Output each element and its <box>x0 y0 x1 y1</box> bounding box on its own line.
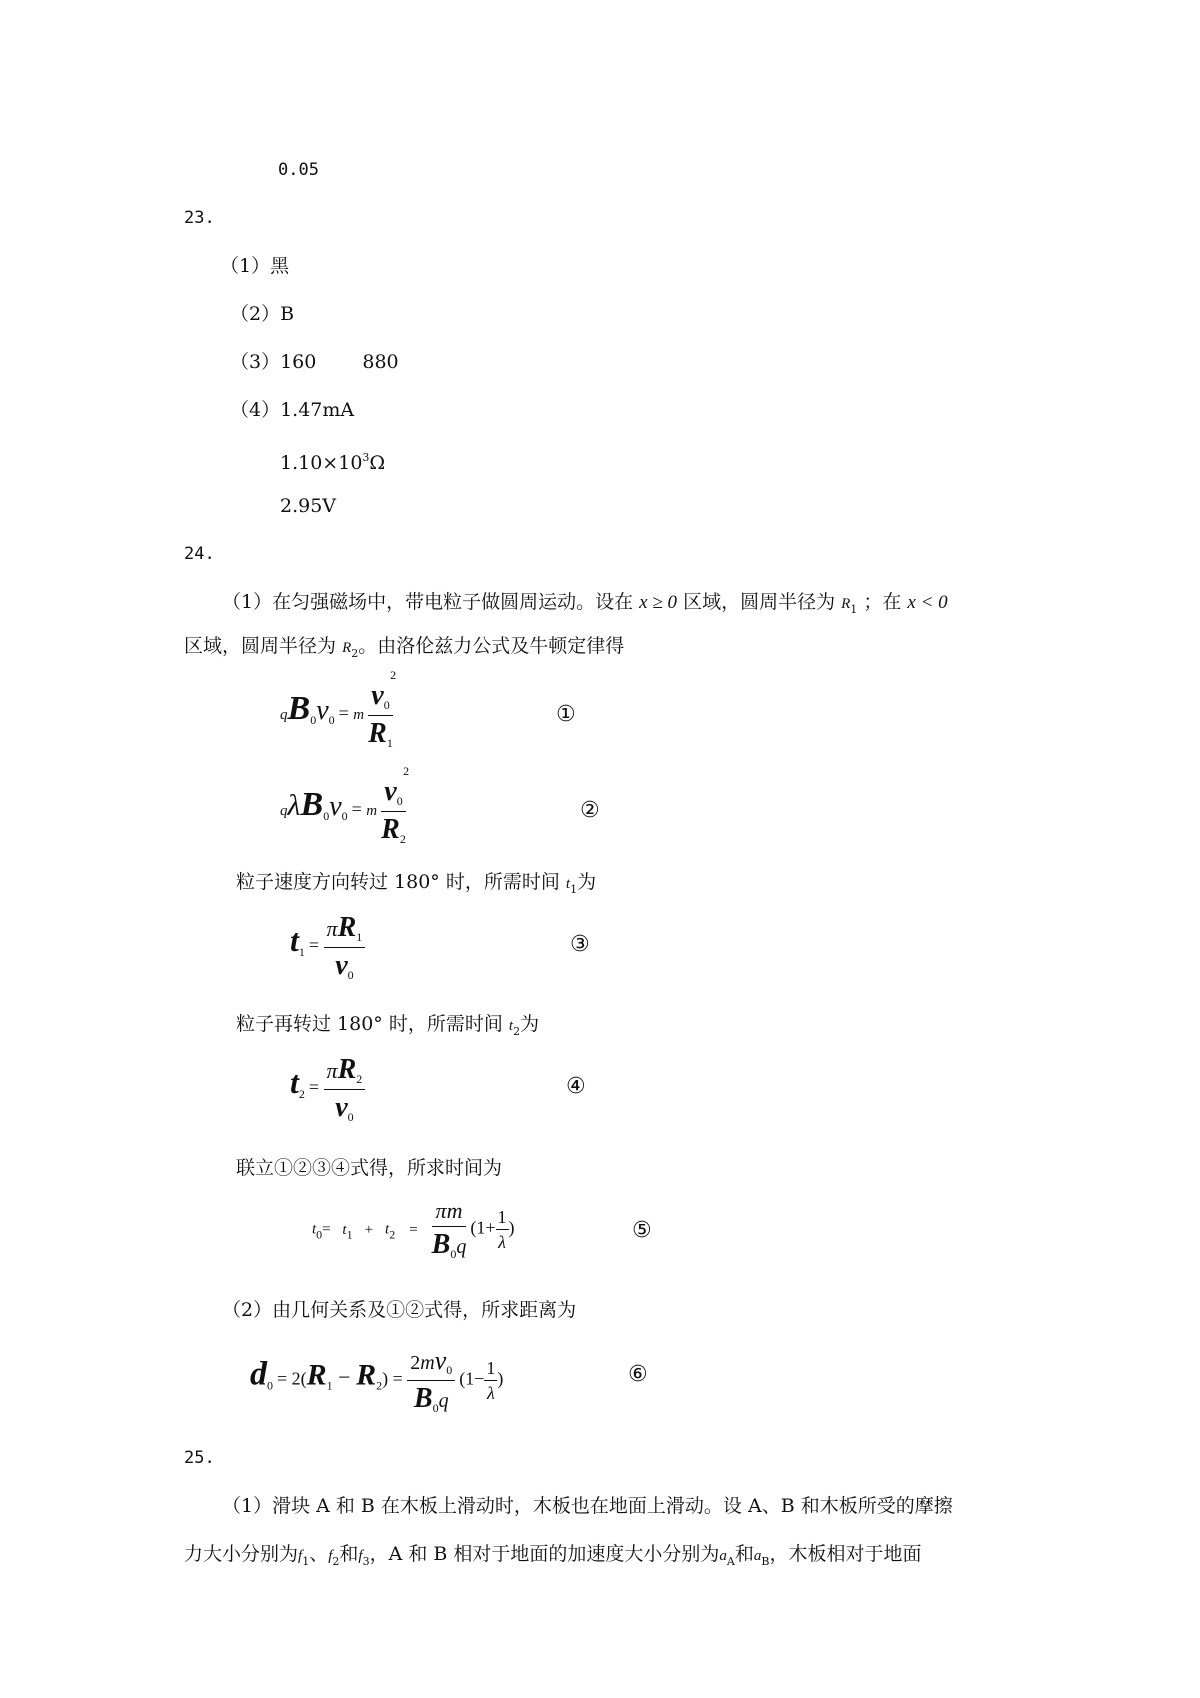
equation-3: $t_1$ = $\frac{\pi R_1}{v_0}$ <box>290 912 365 983</box>
q24-t2-sub: 2 <box>513 1024 521 1038</box>
q24-t1-var: t <box>565 876 571 892</box>
q24-cond-x-lt-0: x < 0 <box>907 592 948 613</box>
q25-f3: f <box>358 1548 363 1564</box>
q24-line1-a: （1）在匀强磁场中，带电粒子做圆周运动。设在 <box>222 591 634 613</box>
q24-line1-b: 区域，圆周半径为 <box>683 591 836 613</box>
marker-1: ① <box>556 702 576 727</box>
q23-part3-b: 880 <box>362 351 399 373</box>
q24-t2-text-a: 粒子再转过 180° 时，所需时间 <box>236 1013 503 1035</box>
q24-t2-text <box>236 1012 539 1044</box>
q24-line2 <box>184 634 624 666</box>
q23-part4-resistance <box>280 446 385 475</box>
question-number-23: 23. <box>184 208 215 228</box>
q24-t1-text <box>236 870 596 902</box>
q23-part3 <box>230 350 399 374</box>
q25-line2-c: ，木板相对于地面 <box>769 1543 922 1565</box>
equation-2: $q\lambda B_0v_0 = m$ $v_0$ 2 $R_2$ <box>280 764 410 846</box>
q25-f3-sub: 3 <box>362 1554 370 1568</box>
q23-part3-a: （3）160 <box>230 351 317 373</box>
q25-line2-a: 力大小分别为 <box>184 1543 299 1565</box>
q24-part2: （2）由几何关系及①②式得，所求距离为 <box>222 1299 577 1321</box>
q25-line2 <box>184 1542 921 1574</box>
question-number-24: 24. <box>184 544 215 564</box>
q24-t2-text-b: 为 <box>520 1013 540 1035</box>
q24-r1: R <box>841 596 851 612</box>
q25-and2: 和 <box>734 1543 754 1565</box>
q25-f1: f <box>298 1548 303 1564</box>
equation-5: $t_0= t_1 + t_2$ = $\frac{\pi m}{B_0q}$ (1+ $\frac{1}{\lambda}$ ) <box>312 1198 515 1261</box>
q23-part4-voltage: 2.95V <box>280 495 337 517</box>
q24-line2-a: 区域，圆周半径为 <box>184 635 337 657</box>
q25-f2: f <box>328 1548 333 1564</box>
q25-f1-sub: 1 <box>302 1554 310 1568</box>
marker-4: ④ <box>566 1074 586 1099</box>
q24-line2-b: 。由洛伦兹力公式及牛顿定律得 <box>358 635 625 657</box>
q25-sep1: 、 <box>309 1543 329 1565</box>
q24-line1-c: ；在 <box>863 591 902 613</box>
marker-6: ⑥ <box>628 1362 648 1387</box>
q25-aB-sub: B <box>761 1554 770 1568</box>
q23-resistance-base: 1.10×10 <box>280 452 363 474</box>
q25-line1: （1）滑块 A 和 B 在木板上滑动时，木板也在地面上滑动。设 A、B 和木板所受的摩擦 <box>222 1495 953 1517</box>
q23-part4: （4）1.47mA <box>230 399 355 421</box>
equation-1: $qB_0v_0 = m$ $v_0$ 2 $R_1$ <box>280 668 397 750</box>
q23-resistance-exp: 3 <box>362 451 370 464</box>
q24-r2: R <box>342 640 352 656</box>
q23-part1: （1）黑 <box>220 255 290 277</box>
q24-t1-sub: 1 <box>570 882 578 896</box>
q25-aA: a <box>719 1548 727 1564</box>
q24-combine-text: 联立①②③④式得，所求时间为 <box>236 1157 503 1179</box>
q24-t1-text-a: 粒子速度方向转过 180° 时，所需时间 <box>236 871 560 893</box>
q23-resistance-unit: Ω <box>369 452 386 474</box>
q25-and1: 和 <box>339 1543 359 1565</box>
marker-5: ⑤ <box>632 1218 652 1243</box>
q24-t1-text-b: 为 <box>577 871 597 893</box>
q25-f2-sub: 2 <box>332 1554 340 1568</box>
q24-line1 <box>222 590 948 622</box>
q24-cond-x-ge-0: x ≥ 0 <box>639 592 678 613</box>
marker-2: ② <box>580 798 600 823</box>
q25-aB: a <box>753 1548 762 1564</box>
equation-6: $d_0 = 2(R_1 - R_2)$ = $\frac{2mv_0}{B_0q}$ (1− $\frac{1}{\lambda}$ ) <box>250 1346 504 1415</box>
equation-4: $t_2$ = $\frac{\pi R_2}{v_0}$ <box>290 1054 365 1125</box>
q25-aA-sub: A <box>726 1554 735 1568</box>
q24-t2-var: t <box>508 1018 514 1034</box>
q25-line2-b: ，A 和 B 相对于地面的加速度大小分别为 <box>369 1543 720 1565</box>
answer-0-05: 0.05 <box>278 160 319 180</box>
q24-r1-sub: 1 <box>850 602 858 616</box>
q23-part2: （2）B <box>230 303 295 325</box>
q24-r2-sub: 2 <box>351 646 359 660</box>
marker-3: ③ <box>570 932 590 957</box>
question-number-25: 25. <box>184 1448 215 1468</box>
